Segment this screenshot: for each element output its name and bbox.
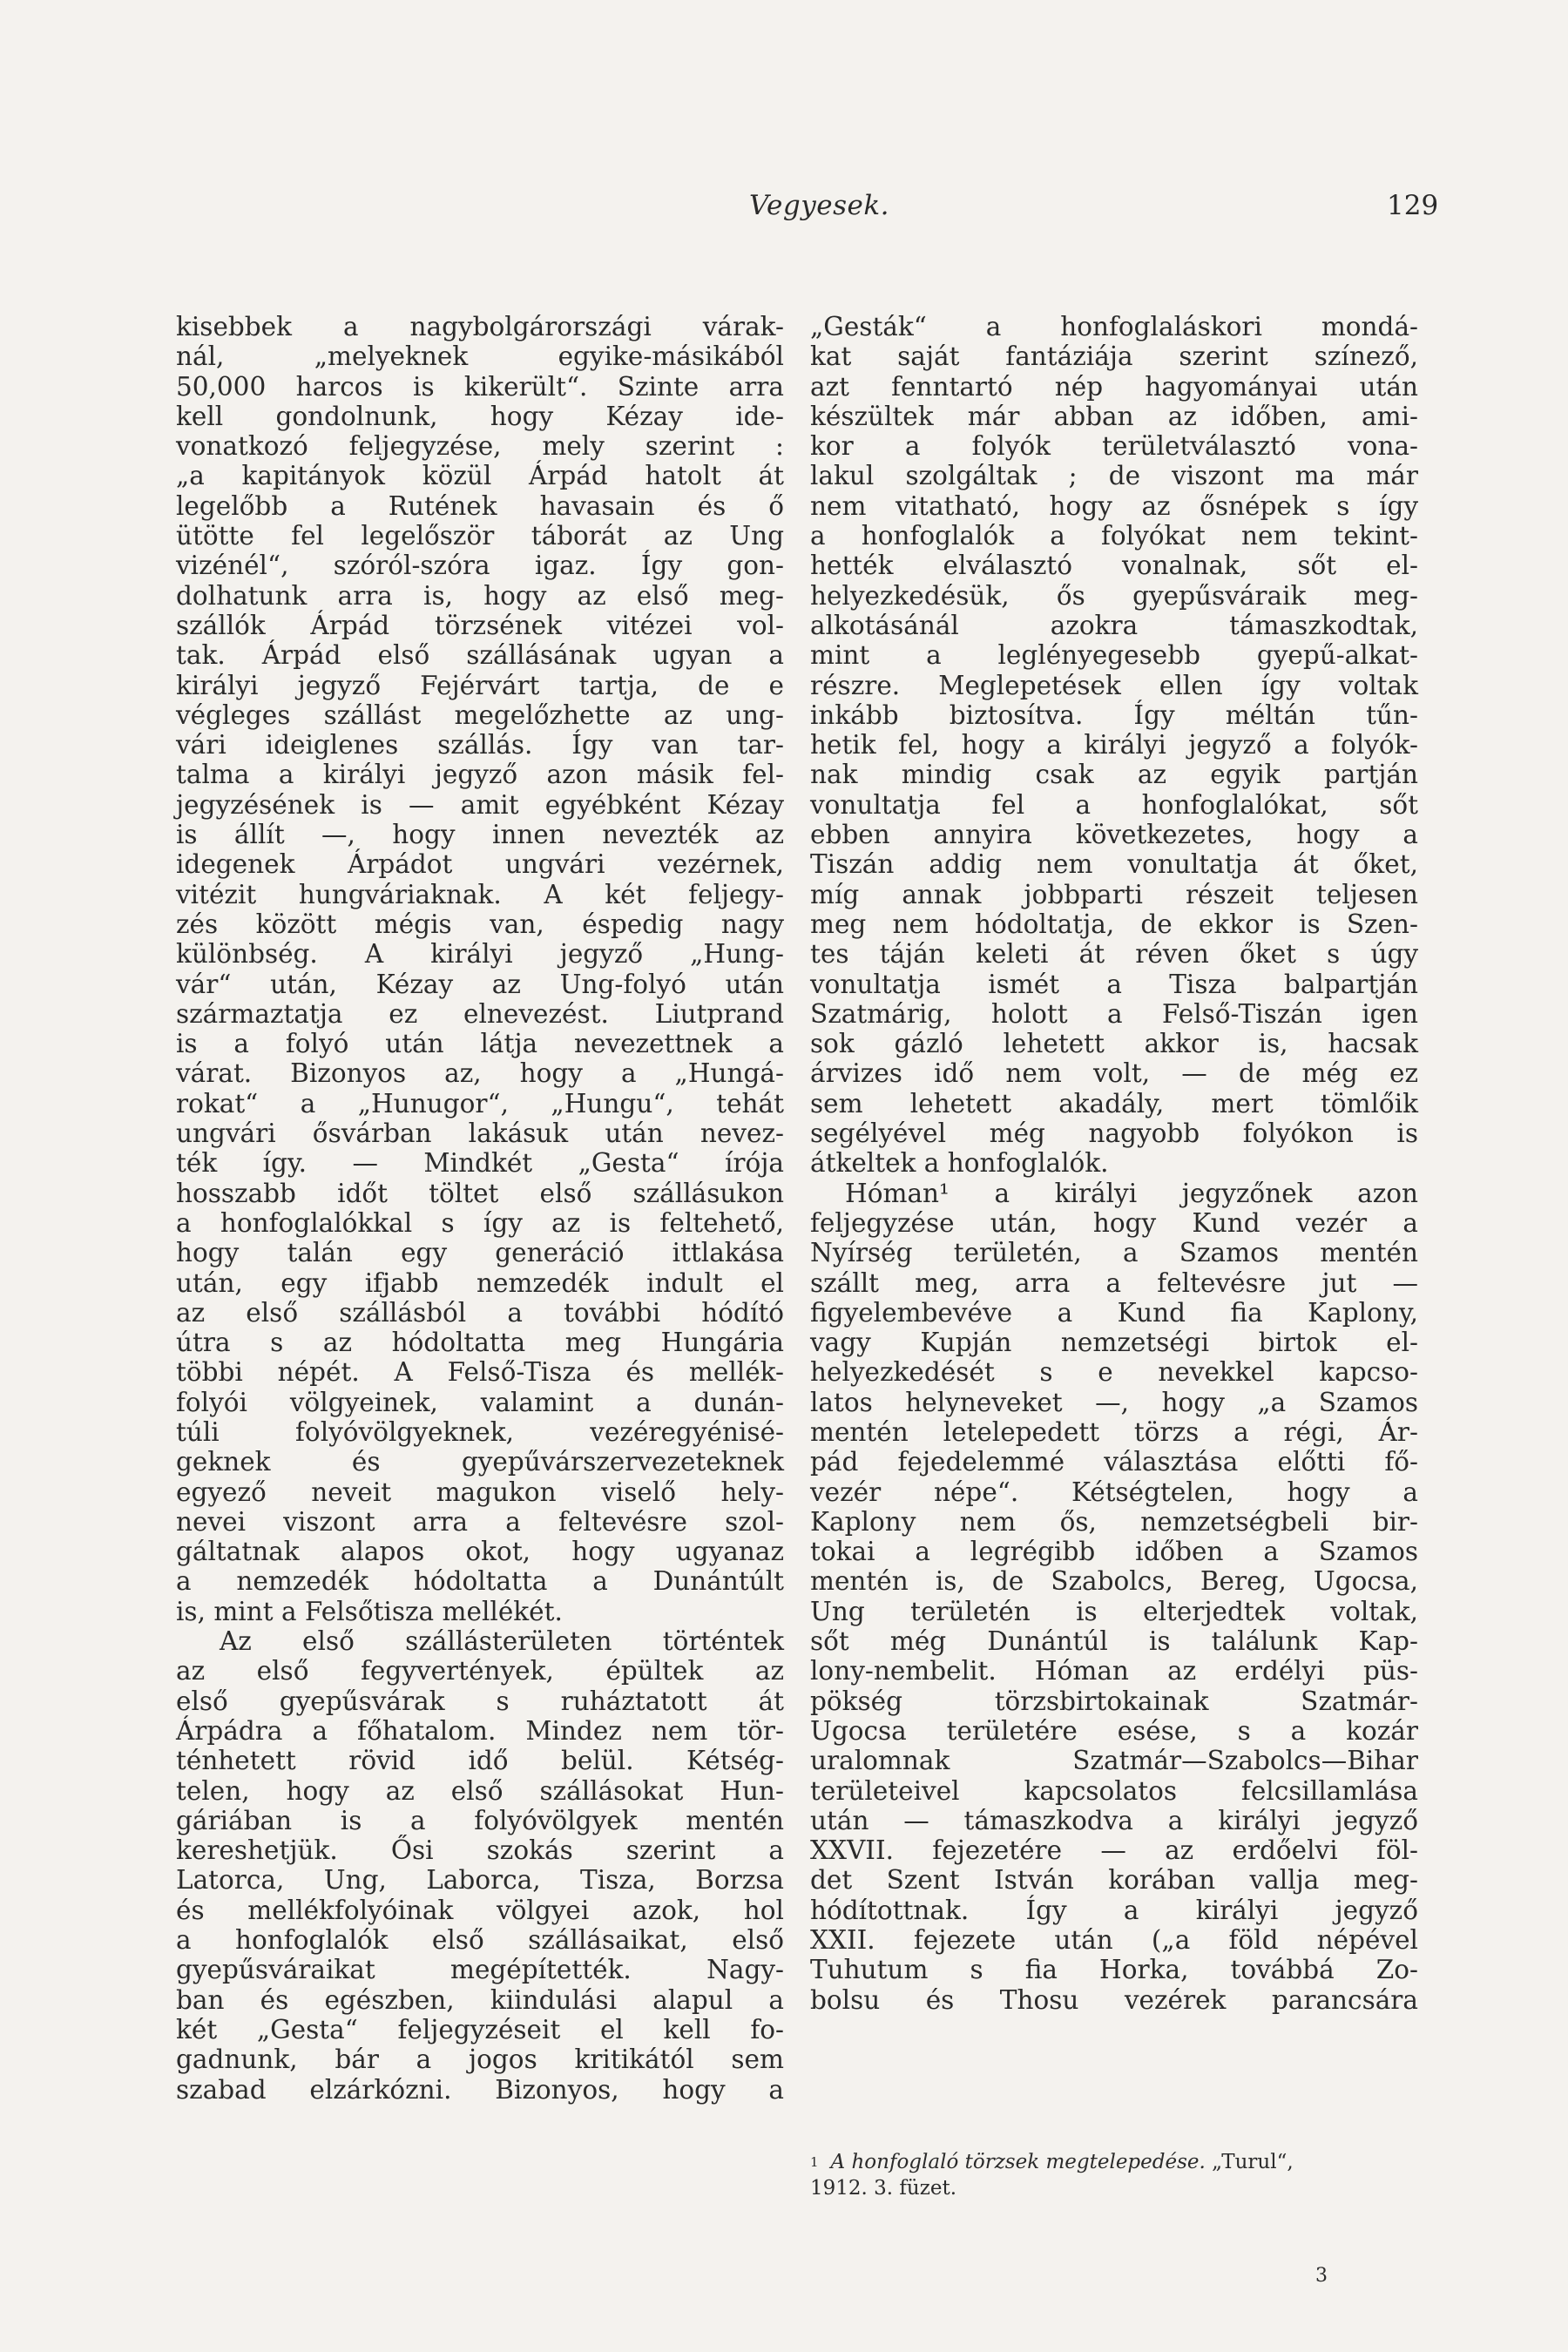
- left-column-line: legelőbb a Rutének havasain és ő: [176, 490, 784, 521]
- right-column-line: nak mindig csak az egyik partján: [810, 760, 1418, 790]
- right-column-line: pád fejedelemmé választása előtti fő-: [810, 1447, 1418, 1477]
- left-column-line: királyi jegyző Fejérvárt tartja, de e: [176, 670, 784, 700]
- right-column-line: pökség törzsbirtokainak Szatmár-: [810, 1686, 1418, 1716]
- right-column-line: alkotásánál azokra támaszkodtak,: [810, 610, 1418, 640]
- right-column-line: szállt meg, arra a feltevésre jut —: [810, 1267, 1418, 1298]
- left-column-line: Árpádra a főhatalom. Mindez nem tör-: [176, 1715, 784, 1746]
- right-column-line: míg annak jobbparti részeit teljesen: [810, 879, 1418, 909]
- right-column-line: Hóman¹ a királyi jegyzőnek azon: [845, 1178, 1418, 1208]
- left-column-line: kisebbek a nagybolgárországi várak-: [176, 312, 784, 341]
- right-column-line: Tuhutum s fia Horka, továbbá Zo-: [810, 1955, 1418, 1985]
- left-column-line: „a kapitányok közül Árpád hatolt át: [176, 461, 784, 491]
- left-column-line: nál, „melyeknek egyike-másikából: [176, 341, 784, 372]
- left-column-line: a honfoglalók első szállásaikat, első: [176, 1925, 784, 1956]
- left-column-line: a honfoglalókkal s így az is feltehető,: [176, 1207, 784, 1238]
- left-column-line: túli folyóvölgyeknek, vezéregyénisé-: [176, 1416, 784, 1447]
- left-column-line: két „Gesta“ feljegyzéseit el kell fo-: [176, 2014, 784, 2044]
- left-column-line: jegyzésének is — amit egyébként Kézay: [176, 789, 784, 820]
- left-column-line: várat. Bizonyos az, hogy a „Hungá-: [176, 1058, 784, 1089]
- right-column-line: nem vitatható, hogy az ősnépek s így: [810, 490, 1418, 521]
- left-column-line: is, mint a Felsőtisza mellékét.: [176, 1596, 563, 1626]
- right-column-line: után — támaszkodva a királyi jegyző: [810, 1805, 1418, 1835]
- right-column-line: Nyírség területén, a Szamos mentén: [810, 1238, 1418, 1268]
- right-column-line: mentén is, de Szabolcs, Bereg, Ugocsa,: [810, 1566, 1418, 1597]
- left-column-line: ténhetett rövid idő belül. Kétség-: [176, 1746, 784, 1776]
- left-column-line: ték így. — Mindkét „Gesta“ írója: [176, 1148, 784, 1179]
- right-column-line: sok gázló lehetett akkor is, hacsak: [810, 1029, 1418, 1059]
- left-column-line: 50,000 harcos is kikerült“. Szinte arra: [176, 371, 784, 402]
- right-column-line: területeivel kapcsolatos felcsillamlása: [810, 1775, 1418, 1806]
- right-column-line: feljegyzése után, hogy Kund vezér a: [810, 1207, 1418, 1238]
- right-column-line: készültek már abban az időben, ami-: [810, 401, 1418, 431]
- right-column-line: Tiszán addig nem vonultatja át őket,: [810, 849, 1418, 880]
- left-column-line: az első fegyvertények, épültek az: [176, 1656, 784, 1686]
- left-column-line: tak. Árpád első szállásának ugyan a: [176, 640, 784, 671]
- left-column-line: vári ideiglenes szállás. Így van tar-: [176, 730, 784, 760]
- right-column-line: helyezkedését s e nevekkel kapcso-: [810, 1357, 1418, 1388]
- right-column-line: tokai a legrégibb időben a Szamos: [810, 1537, 1418, 1567]
- left-column-line: zés között mégis van, éspedig nagy: [176, 909, 784, 939]
- left-column-line: vár“ után, Kézay az Ung-folyó után: [176, 969, 784, 999]
- left-column-line: vonatkozó feljegyzése, mely szerint :: [176, 431, 784, 462]
- left-column-line: származtatja ez elnevezést. Liutprand: [176, 998, 784, 1029]
- left-column-line: kell gondolnunk, hogy Kézay ide-: [176, 401, 784, 431]
- left-column-line: talma a királyi jegyző azon másik fel-: [176, 760, 784, 790]
- right-column-line: XXII. fejezete után („a föld népével: [810, 1925, 1418, 1956]
- right-column-line: vagy Kupján nemzetségi birtok el-: [810, 1328, 1418, 1358]
- footnote-line-1: [810, 2149, 1418, 2175]
- left-column-line: a nemzedék hódoltatta a Dunántúlt: [176, 1566, 784, 1597]
- footnote-source: „Turul“,: [1205, 2151, 1294, 2173]
- right-column-line: helyezkedésük, ős gyepűsváraik meg-: [810, 580, 1418, 611]
- footnote-line-2: 1912. 3. füzet.: [810, 2177, 957, 2200]
- right-column-line: árvizes idő nem volt, — de még ez: [810, 1058, 1418, 1089]
- right-column-line: hetik fel, hogy a királyi jegyző a folyók-: [810, 730, 1418, 760]
- footnote-title: A honfoglaló törzsek megtelepedése.: [830, 2151, 1206, 2173]
- left-column-line: különbség. A királyi jegyző „Hung-: [176, 939, 784, 970]
- right-column-line: sőt még Dunántúl is találunk Kap-: [810, 1626, 1418, 1657]
- right-column-line: „Gesták“ a honfoglaláskori mondá-: [810, 312, 1418, 341]
- left-column-line: vizénél“, szóról-szóra igaz. Így gon-: [176, 551, 784, 581]
- right-column-line: mentén letelepedett törzs a régi, Ár-: [810, 1416, 1418, 1447]
- left-column-line: többi népét. A Felső-Tisza és mellék-: [176, 1357, 784, 1388]
- right-column-line: XXVII. fejezetére — az erdőelvi föl-: [810, 1835, 1418, 1866]
- right-column-line: Szatmárig, holott a Felső-Tiszán igen: [810, 998, 1418, 1029]
- left-column-line: az első szállásból a további hódító: [176, 1297, 784, 1328]
- right-column-line: bolsu és Thosu vezérek parancsára: [810, 1984, 1418, 2015]
- right-column-line: kor a folyók területválasztó vona-: [810, 431, 1418, 462]
- left-column-line: ütötte fel legelőször táborát az Ung: [176, 521, 784, 551]
- left-column-line: szállók Árpád törzsének vitézei vol-: [176, 610, 784, 640]
- left-column-line: geknek és gyepűvárszervezeteknek: [176, 1447, 784, 1477]
- footnote: [810, 2149, 1418, 2201]
- left-column-line: szabad elzárkózni. Bizonyos, hogy a: [176, 2074, 784, 2105]
- right-column-line: kat saját fantáziája szerint színező,: [810, 341, 1418, 372]
- right-column-line: figyelembevéve a Kund fia Kaplony,: [810, 1297, 1418, 1328]
- right-column-line: a honfoglalók a folyókat nem tekint-: [810, 521, 1418, 551]
- left-column-line: Az első szállásterületen történtek: [220, 1626, 784, 1657]
- right-column-line: Ung területén is elterjedtek voltak,: [810, 1596, 1418, 1626]
- right-column-line: vezér népe“. Kétségtelen, hogy a: [810, 1477, 1418, 1507]
- left-column-line: is a folyó után látja nevezettnek a: [176, 1029, 784, 1059]
- sheet-signature: 3: [1315, 2265, 1328, 2287]
- left-column-line: gáltatnak alapos okot, hogy ugyanaz: [176, 1537, 784, 1567]
- left-column-line: dolhatunk arra is, hogy az első meg-: [176, 580, 784, 611]
- footnote-marker: 1: [810, 2154, 819, 2170]
- left-column-line: telen, hogy az első szállásokat Hun-: [176, 1775, 784, 1806]
- left-text-column: [176, 312, 784, 2105]
- right-text-column: [810, 312, 1418, 2015]
- left-column-line: után, egy ifjabb nemzedék indult el: [176, 1267, 784, 1298]
- right-column-line: hódítottnak. Így a királyi jegyző: [810, 1895, 1418, 1925]
- right-column-line: meg nem hódoltatja, de ekkor is Szen-: [810, 909, 1418, 939]
- right-column-line: átkeltek a honfoglalók.: [810, 1148, 1109, 1179]
- right-column-line: Ugocsa területére esése, s a kozár: [810, 1715, 1418, 1746]
- right-column-line: sem lehetett akadály, mert tömlőik: [810, 1088, 1418, 1119]
- left-column-line: folyói völgyeinek, valamint a dunán-: [176, 1387, 784, 1417]
- left-column-line: ban és egészben, kiindulási alapul a: [176, 1984, 784, 2015]
- right-column-line: uralomnak Szatmár—Szabolcs—Bihar: [810, 1746, 1418, 1776]
- left-column-line: hosszabb időt töltet első szállásukon: [176, 1178, 784, 1208]
- right-column-line: inkább biztosítva. Így méltán tűn-: [810, 700, 1418, 730]
- right-column-line: hették elválasztó vonalnak, sőt el-: [810, 551, 1418, 581]
- right-column-line: mint a leglényegesebb gyepű-alkat-: [810, 640, 1418, 671]
- right-column-line: lakul szolgáltak ; de viszont ma már: [810, 461, 1418, 491]
- left-column-line: gadnunk, bár a jogos kritikától sem: [176, 2044, 784, 2075]
- left-column-line: kereshetjük. Ősi szokás szerint a: [176, 1835, 784, 1866]
- right-column-line: azt fenntartó nép hagyományai után: [810, 371, 1418, 402]
- left-column-line: és mellékfolyóinak völgyei azok, hol: [176, 1895, 784, 1925]
- left-column-line: vitézit hungváriaknak. A két feljegy-: [176, 879, 784, 909]
- left-column-line: első gyepűsvárak s ruháztatott át: [176, 1686, 784, 1716]
- right-column-line: vonultatja ismét a Tisza balpartján: [810, 969, 1418, 999]
- left-column-line: is állít —, hogy innen nevezték az: [176, 820, 784, 850]
- left-column-line: rokat“ a „Hunugor“, „Hungu“, tehát: [176, 1088, 784, 1119]
- right-column-line: tes táján keleti át réven őket s úgy: [810, 939, 1418, 970]
- left-column-line: nevei viszont arra a feltevésre szol-: [176, 1506, 784, 1537]
- left-column-line: útra s az hódoltatta meg Hungária: [176, 1328, 784, 1358]
- right-column-line: ebben annyira következetes, hogy a: [810, 820, 1418, 850]
- page-number: 129: [1387, 190, 1439, 221]
- right-column-line: Kaplony nem ős, nemzetségbeli bir-: [810, 1506, 1418, 1537]
- left-column-line: gyepűsváraikat megépítették. Nagy-: [176, 1955, 784, 1985]
- left-column-line: egyező neveit magukon viselő hely-: [176, 1477, 784, 1507]
- left-column-line: ungvári ősvárban lakásuk után nevez-: [176, 1119, 784, 1149]
- left-column-line: idegenek Árpádot ungvári vezérnek,: [176, 849, 784, 880]
- left-column-line: végleges szállást megelőzhette az ung-: [176, 700, 784, 730]
- left-column-line: hogy talán egy generáció ittlakása: [176, 1238, 784, 1268]
- right-column-line: latos helyneveket —, hogy „a Szamos: [810, 1387, 1418, 1417]
- right-column-line: vonultatja fel a honfoglalókat, sőt: [810, 789, 1418, 820]
- right-column-line: lony-nembelit. Hóman az erdélyi püs-: [810, 1656, 1418, 1686]
- right-column-line: segélyével még nagyobb folyókon is: [810, 1119, 1418, 1149]
- right-column-line: det Szent István korában vallja meg-: [810, 1865, 1418, 1896]
- left-column-line: Latorca, Ung, Laborca, Tisza, Borzsa: [176, 1865, 784, 1896]
- left-column-line: gáriában is a folyóvölgyek mentén: [176, 1805, 784, 1835]
- right-column-line: részre. Meglepetések ellen így voltak: [810, 670, 1418, 700]
- running-head: Vegyesek.: [749, 190, 889, 221]
